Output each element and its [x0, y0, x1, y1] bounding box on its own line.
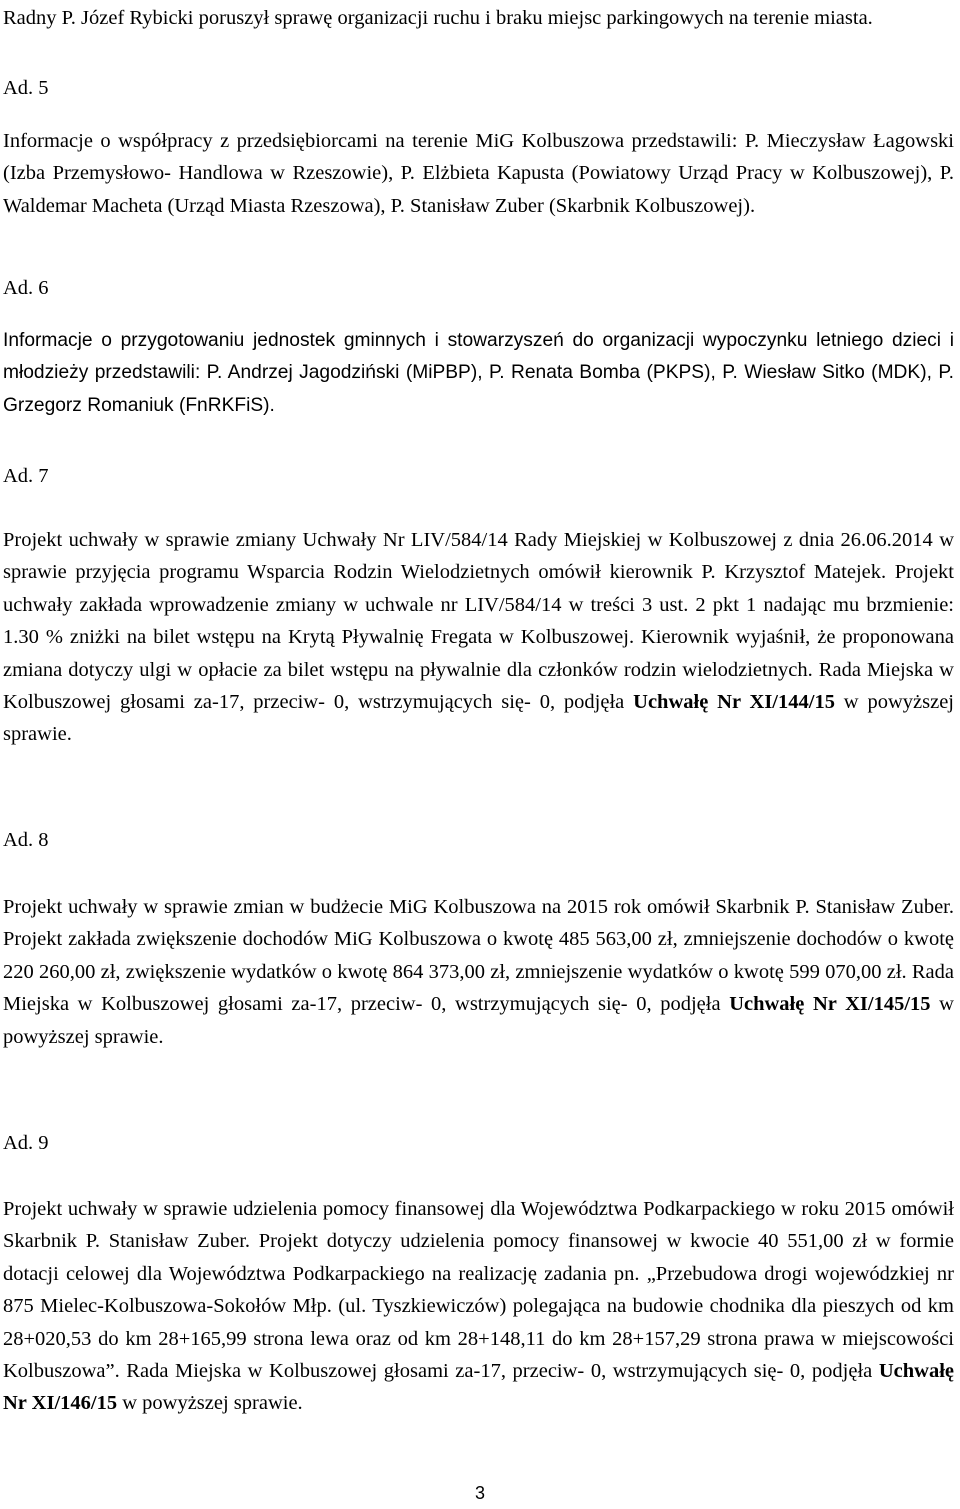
section-text-ad8 [3, 891, 954, 1053]
section-text-ad7 [3, 524, 954, 751]
section-text-ad6: Informacje o przygotowaniu jednostek gminnych i stowarzyszeń do organizacji wypoczynku letniego dzieci i młodzieży przedstawili: P. Andrzej Jagodziński (MiPBP), P. Renata Bomba (PKPS), P. Wiesław Sitko (MDK), P. Grzegorz Romaniuk (FnRKFiS). [3, 330, 954, 416]
section-text-ad9-body: Projekt uchwały w sprawie udzielenia pomocy finansowej dla Województwa Podkarpackiego w roku 2015 omówił Skarbnik P. Stanisław Zuber. Projekt dotyczy udzielenia pomocy finansowej w kwocie 40 551,00 zł w formie dotacji celowej dla Województwa Podkarpackiego na realizację zadania pn. „Przebudowa drogi wojewódzkiej nr 875 Mielec-Kolbuszowa-Sokołów Młp. (ul. Tyszkiewiczów) polegająca na budowie chodnika dla pieszych od km 28+020,53 do km 28+165,99 strona lewa oraz od km 28+148,11 do km 28+157,29 strona prawa w miejscowości Kolbuszowa”. Rada Miejska w Kolbuszowej głosami za-17, przeciw- 0, wstrzymujących się- 0, podjęła [3, 1198, 954, 1383]
section-text-ad7-body: Projekt uchwały w sprawie zmiany Uchwały Nr LIV/584/14 Rady Miejskiej w Kolbuszowej z dnia 26.06.2014 w sprawie przyjęcia programu Wsparcia Rodzin Wielodzietnych omówił kierownik P. Krzysztof Matejek. Projekt uchwały zakłada wprowadzenie zmiany w uchwale nr LIV/584/14 w treści 3 ust. 2 pkt 1 nadając mu brzmienie: 1.30 % zniżki na bilet wstępu na Krytą Pływalnię Fregata w Kolbuszowej. Kierownik wyjaśnił, że proponowana zmiana dotyczy ulgi w opłacie za bilet wstępu na pływalnie dla członków rodzin wielodzietnych. Rada Miejska w Kolbuszowej głosami za-17, przeciw- 0, wstrzymujących się- 0, podjęła [3, 529, 954, 714]
section-text-ad8-body: Projekt uchwały w sprawie zmian w budżecie MiG Kolbuszowa na 2015 rok omówił Skarbnik P. Stanisław Zuber. Projekt zakłada zwiększenie dochodów MiG Kolbuszowa o kwotę 485 563,00 zł, zmniejszenie dochodów o kwotę 220 260,00 zł, zwiększenie wydatków o kwotę 864 373,00 zł, zmniejszenie wydatków o kwotę 599 070,00 zł. Rada Miejska w Kolbuszowej głosami za-17, przeciw- 0, wstrzymujących się- 0, podjęła [3, 896, 954, 1016]
section-text-ad7-end: w powyższej sprawie. [3, 691, 954, 746]
intro-paragraph: Radny P. Józef Rybicki poruszył sprawę organizacji ruchu i braku miejsc parkingowych na terenie miasta. [3, 7, 873, 29]
section-heading-ad6: Ad. 6 [3, 277, 49, 299]
resolution-ad7: Uchwałę Nr XI/144/15 [633, 691, 835, 714]
resolution-ad9: Uchwałę Nr XI/146/15 [3, 1360, 954, 1415]
section-text-ad5: Informacje o współpracy z przedsiębiorcami na terenie MiG Kolbuszowa przedstawili: P. Mieczysław Łagowski (Izba Przemysłowo- Handlowa w Rzeszowie), P. Elżbieta Kapusta (Powiatowy Urząd Pracy w Kolbuszowej), P. Waldemar Macheta (Urząd Miasta Rzeszowa), P. Stanisław Zuber (Skarbnik Kolbuszowej). [3, 130, 954, 217]
resolution-ad8: Uchwałę Nr XI/145/15 [729, 993, 931, 1016]
section-text-ad9 [3, 1193, 954, 1420]
section-heading-ad8: Ad. 8 [3, 829, 49, 851]
section-heading-ad5: Ad. 5 [3, 77, 49, 99]
section-heading-ad9: Ad. 9 [3, 1132, 49, 1154]
section-text-ad8-end: w powyższej sprawie. [3, 993, 954, 1048]
page-number: 3 [474, 1483, 485, 1503]
section-text-ad9-end: w powyższej sprawie. [117, 1392, 303, 1415]
section-heading-ad7: Ad. 7 [3, 465, 49, 487]
